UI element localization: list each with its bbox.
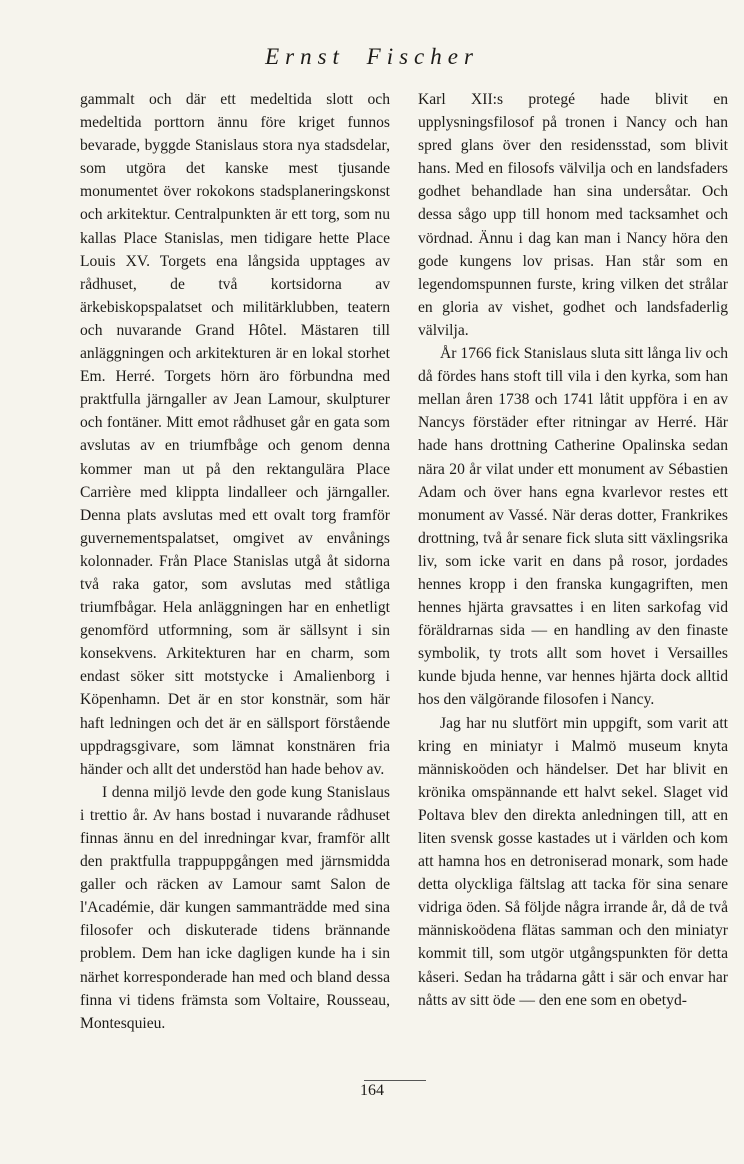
folio-rule	[364, 1080, 426, 1081]
right-text-column	[418, 88, 728, 1012]
running-head-author: Ernst Fischer	[265, 44, 479, 69]
left-text-column	[80, 88, 390, 1035]
paragraph: År 1766 fick Stanislaus sluta sitt långa liv och då fördes hans stoft till vila i den kyrka, som han mellan åren 1738 och 1741 låtit uppföra i en av Nancys förstäder efter ritningar av Herré. Här hade hans drottning Catherine Opalinska sedan nära 20 år vilat under ett monument av Sébastien Adam och över hans egna kvarlevor restes ett monument av Vassé. När deras dotter, Frankrikes drottning, två år senare fick sluta sitt växlingsrika liv, som icke varit en dans på rosor, jordades hennes kropp i den franska kungagriften, men hennes hjärta gravsattes i en liten sarkofag vid föräldrarnas sida — en handling av den finaste symbolik, ty trots allt som hovet i Versailles kunde bjuda henne, var hennes hjärta dock alltid hos den välgörande filosofen i Nancy.	[418, 345, 728, 709]
page-number: 164	[360, 1082, 384, 1099]
paragraph: Karl XII:s protegé hade blivit en upplysningsfilosof på tronen i Nancy och han spred glans över den residensstad, som blivit hans. Med en filosofs välvilja och en landsfaders godhet behandlade han sina undersåtar. Och dessa sågo upp till honom med tacksamhet och vördnad. Ännu i dag kan man i Nancy höra den gode kungens lov prisas. Han står som en legendomspunnen furste, kring vilken det strålar en gloria av vishet, godhet och landsfaderlig välvilja.	[418, 91, 728, 339]
paragraph: gammalt och där ett medeltida slott och medeltida porttorn ännu före kriget funnos bevarade, byggde Stanislaus stora nya stadsdelar, som utgöra det kanske mest tjusande monumentet över rokokons stadsplaneringskonst och arkitektur. Centralpunkten är ett torg, som nu kallas Place Stanislas, men tidigare hette Place Louis XV. Torgets ena långsida upptages av rådhuset, de två kortsidorna av ärkebiskopspalatset och militärklubben, teatern och nuvarande Grand Hôtel. Mästaren till anläggningen och arkitekturen är en lokal storhet Em. Herré. Torgets hörn äro förbundna med praktfulla järngaller av Jean Lamour, skulpturer och fontäner. Mitt emot rådhuset går en gata som avslutas av en triumfbåge och genom denna kommer man ut på den rektangulära Place Carrière med klippta lindalleer och järngaller. Denna plats avslutas med ett ovalt torg framför guvernementspalatset, omgivet av envånings kolonnader. Från Place Stanislas utgå åt sidorna två raka gator, som avslutas med ståtliga triumfbågar. Hela anläggningen har en enhetligt genomförd utformning, som är sällsynt i sin konsekvens. Arkitekturen har en charm, som endast söker sitt motstycke i Amalienborg i Köpenhamn. Det är en stor konstnär, som här haft ledningen och det är en sällsport förstående uppdragsgivare, som lämnat konstnären fria händer och allt det understöd han hade behov av.	[80, 91, 390, 778]
paragraph: Jag har nu slutfört min uppgift, som varit att kring en miniatyr i Malmö museum knyta människoöden och händelser. Det har blivit en krönika omspännande ett halvt sekel. Slaget vid Poltava blev den direkta anledningen till, att en liten svensk gosse kastades ut i världen och kom att hamna hos en detroniserad monark, som hade detta olyckliga fältslag att tacka för sina senare vidriga öden. Så följde några irrande år, då de två människoödena flätas samman och den miniatyr kommit till, som utgör utgångspunkten för detta kåseri. Sedan ha trådarna gått i sär och envar har nåtts av sitt öde — den ene som en obetyd-	[418, 714, 728, 1009]
paragraph: I denna miljö levde den gode kung Stanislaus i trettio år. Av hans bostad i nuvarande rådhuset finnas ännu en del inredningar kvar, framför allt den praktfulla trappuppgången med järnsmidda galler och räcken av Lamour samt Salon de l'Académie, där kungen sammanträdde med sina filosofer och diskuterade tidens brännande problem. Dem han icke dagligen kunde ha i sin närhet korresponderade han med och bland dessa finna vi tidens främsta som Voltaire, Rousseau, Montesquieu.	[80, 783, 390, 1032]
